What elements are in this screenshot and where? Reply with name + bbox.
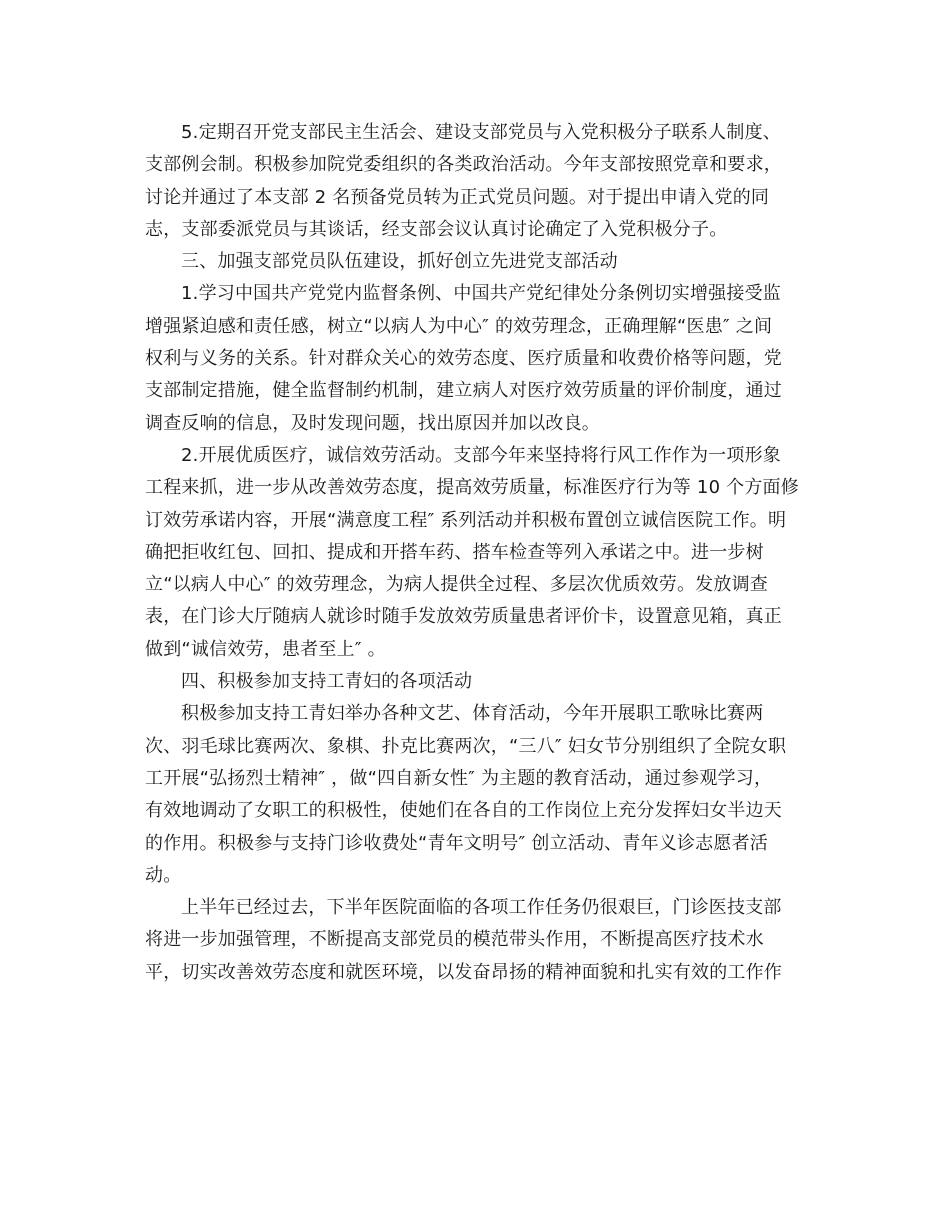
heading-text: 四、积极参加支持工青妇的各项活动 [181, 671, 473, 693]
text-line: 做到“诚信效劳，患者至上″ 。 [145, 638, 386, 660]
heading-text: 三、加强支部党员队伍建设，抓好创立先进党支部活动 [181, 251, 618, 273]
paragraph-summary [145, 892, 805, 989]
text-line: 积极参加支持工青妇举办各种文艺、体育活动，今年开展职工歌咏比赛两 [181, 703, 764, 725]
text-line: 上半年已经过去，下半年医院面临的各项工作任务仍很艰巨，门诊医技支部 [181, 897, 782, 919]
text-line: 增强紧迫感和责任感，树立“以病人为中心″ 的效劳理念，正确理解“医患″ 之间 [145, 315, 773, 337]
paragraph-item-3-1 [145, 278, 805, 439]
text-line: 调查反响的信息，及时发现问题，找出原因并加以改良。 [145, 412, 600, 434]
text-line: 志，支部委派党员与其谈话，经支部会议认真讨论确定了入党积极分子。 [145, 218, 728, 240]
text-line: 订效劳承诺内容，开展“满意度工程″ 系列活动并积极布置创立诚信医院工作。明 [145, 509, 787, 531]
paragraph-item-4-1 [145, 698, 805, 892]
text-line: 工程来抓，进一步从改善效劳态度，提高效劳质量，标准医疗行为等 10 个方面修 [145, 477, 799, 499]
text-line: 1.学习中国共产党党内监督条例、中国共产党纪律处分条例切实增强接受监 [181, 283, 781, 305]
document-body [145, 117, 805, 989]
text-line: 平，切实改善效劳态度和就医环境，以发奋昂扬的精神面貌和扎实有效的工作作 [145, 961, 782, 983]
text-line: 动。 [145, 864, 182, 886]
text-line: 立“以病人中心″ 的效劳理念，为病人提供全过程、多层次优质效劳。发放调查 [145, 574, 768, 596]
text-line: 表，在门诊大厅随病人就诊时随手发放效劳质量患者评价卡，设置意见箱，真正 [145, 606, 782, 628]
text-line: 工开展“弘扬烈士精神″ ，做“四自新女性″ 为主题的教育活动，通过参观学习， [145, 767, 773, 789]
text-line: 讨论并通过了本支部 2 名预备党员转为正式党员问题。对于提出申请入党的同 [145, 186, 770, 208]
text-line: 2.开展优质医疗，诚信效劳活动。支部今年来坚持将行风工作作为一项形象 [181, 444, 781, 466]
text-line: 支部制定措施，健全监督制约机制，建立病人对医疗效劳质量的评价制度，通过 [145, 380, 782, 402]
section-heading-3 [145, 246, 805, 278]
text-line: 次、羽毛球比赛两次、象棋、扑克比赛两次，“三八″ 妇女节分别组织了全院女职 [145, 735, 787, 757]
paragraph-item-3-2 [145, 440, 805, 666]
text-line: 的作用。积极参与支持门诊收费处“青年文明号″ 创立活动、青年义诊志愿者活 [145, 832, 768, 854]
paragraph-item-5 [145, 117, 805, 246]
text-line: 确把拒收红包、回扣、提成和开搭车药、搭车检查等列入承诺之中。进一步树 [145, 541, 764, 563]
text-line: 权利与义务的关系。针对群众关心的效劳态度、医疗质量和收费价格等问题，党 [145, 348, 782, 370]
text-line: 5.定期召开党支部民主生活会、建设支部党员与入党积极分子联系人制度、 [181, 122, 781, 143]
text-line: 支部例会制。积极参加院党委组织的各类政治活动。今年支部按照党章和要求， [145, 154, 782, 176]
text-line: 将进一步加强管理，不断提高支部党员的模范带头作用，不断提高医疗技术水 [145, 929, 764, 951]
text-line: 有效地调动了女职工的积极性，使她们在各自的工作岗位上充分发挥妇女半边天 [145, 800, 782, 822]
section-heading-4 [145, 666, 805, 698]
